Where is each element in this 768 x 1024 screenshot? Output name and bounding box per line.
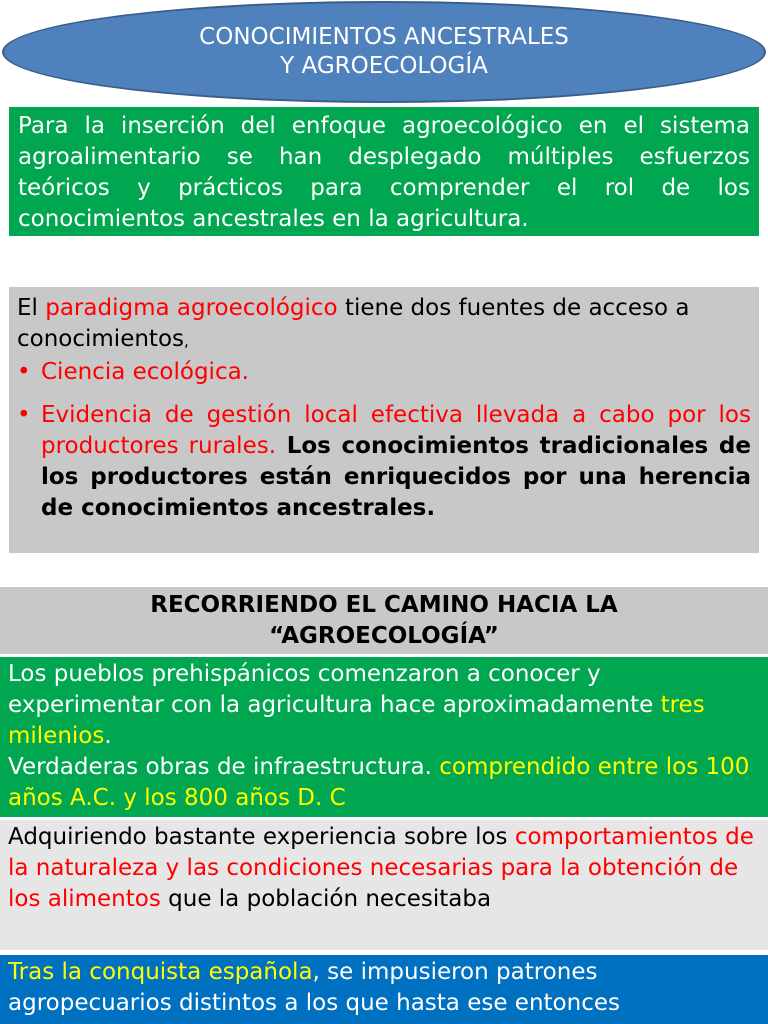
prehispanic-text-1: Los pueblos prehispánicos comenzaron a conocer y experimentar con la agricultura hace aproximadamente	[8, 661, 661, 718]
experience-text-1: Adquiriendo bastante experiencia sobre los	[8, 824, 515, 850]
bullet-1-text: Ciencia ecológica.	[41, 359, 249, 385]
prehispanic-text-3: Verdaderas obras de infraestructura.	[8, 754, 440, 780]
bullet-icon: •	[17, 402, 31, 428]
prehispanic-highlight-2: comprendido entre los 100 años A.C. y los 800 años D. C	[8, 754, 750, 811]
prehispanic-box	[0, 657, 768, 817]
section-header-line-1: RECORRIENDO EL CAMINO HACIA LA	[150, 592, 618, 618]
paradigm-prefix: El	[17, 295, 46, 321]
paradigm-highlight: paradigma agroecológico	[45, 295, 338, 321]
conquest-box	[0, 955, 768, 1024]
experience-highlight: comportamientos de la naturaleza y las condiciones necesarias para la obtención de los alimentos	[8, 824, 754, 912]
section-header-line-2: “AGROECOLOGÍA”	[269, 623, 499, 649]
section-header	[0, 587, 768, 654]
conquest-text: , se impusieron patrones agropecuarios distintos a los que hasta ese entonces	[8, 959, 620, 1016]
title-line-2: Y AGROECOLOGÍA	[280, 53, 488, 79]
list-item-ecological-science	[17, 357, 751, 388]
paradigm-box	[9, 287, 759, 553]
experience-text-2: que la población necesitaba	[160, 886, 492, 912]
intro-text: Para la inserción del enfoque agroecológico en el sistema agroalimentario se han desplegado múltiples esfuerzos teóricos y prácticos para comprender el rol de los conocimientos ancestrales en la agricultura.	[18, 113, 750, 232]
list-item-local-evidence	[17, 400, 751, 524]
bullet-2-bold-text: Los conocimientos tradicionales de los productores están enriquecidos por una herencia de conocimientos ancestrales.	[41, 433, 751, 521]
prehispanic-text-2: .	[104, 723, 112, 749]
intro-box	[9, 107, 759, 236]
paradigm-comma: ,	[184, 332, 189, 350]
paradigm-suffix: tiene dos fuentes de acceso a conocimientos	[17, 295, 690, 352]
bullet-icon: •	[17, 359, 31, 385]
conquest-highlight: Tras la conquista española	[8, 959, 313, 985]
title-line-1: CONOCIMIENTOS ANCESTRALES	[199, 24, 569, 50]
paradigm-list	[17, 357, 751, 524]
title-banner	[2, 1, 766, 103]
experience-box	[0, 820, 768, 950]
bullet-2-red-text: Evidencia de gestión local efectiva llevada a cabo por los productores rurales.	[41, 402, 751, 459]
prehispanic-highlight-1: tres milenios	[8, 692, 705, 749]
paradigm-intro	[17, 293, 751, 357]
